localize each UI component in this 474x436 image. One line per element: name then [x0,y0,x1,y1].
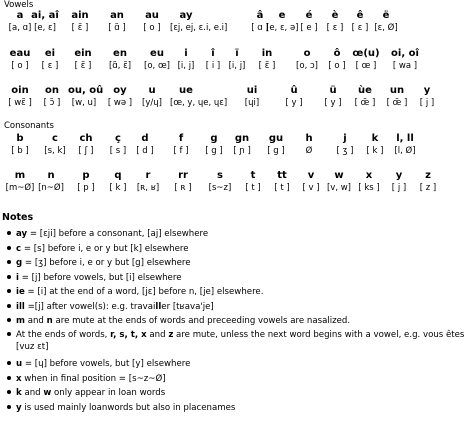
consonant-ipa: [ v ] [302,183,320,193]
note-term: z [168,330,174,340]
consonant-ipa: [m~Ø] [5,183,35,193]
vowel-letter: i [184,48,188,59]
vowel-ipa: [ o ] [143,23,161,33]
consonant-cell [237,170,269,198]
vowel-ipa: [ y ] [285,98,303,108]
vowel-letter: e [278,10,286,21]
vowel-ipa: [ wɛ̃ ] [8,98,32,108]
vowel-ipa: [ j ] [419,98,435,108]
vowel-letter: ë [382,10,390,21]
consonant-letter: n [47,170,55,181]
vowel-letter: ê [356,10,364,21]
consonant-cell [323,170,355,198]
note-item [16,286,468,298]
consonant-cell [359,133,391,161]
consonant-cell [132,170,164,198]
vowel-letter: ï [235,48,239,59]
vowel-cell [370,10,402,38]
vowel-ipa: [ wə ] [107,98,133,108]
vowel-ipa: [w, u] [71,98,97,108]
consonant-ipa: [ s ] [109,146,127,156]
vowel-cell [4,48,36,76]
vowel-letter: an [110,10,124,21]
note-text: are mute at the ends of words and preceeding vowels are nasalized. [52,316,351,326]
vowel-row [4,85,472,113]
vowel-cell [29,10,61,38]
note-term: ill [16,302,25,312]
consonant-cell [165,133,197,161]
vowel-letter: ü [329,85,337,96]
vowel-ipa: [ɑ̃, ɛ̃] [108,61,132,71]
consonant-ipa: [ k ] [109,183,127,193]
vowel-ipa: [œ, y, ɥe, ɥɛ] [170,98,228,108]
consonant-cell [412,170,444,198]
vowel-letter: ou, oû [68,85,104,96]
consonant-ipa: [ t ] [274,183,290,193]
vowel-ipa: [ o ] [11,61,29,71]
consonant-letter: m [14,170,26,181]
note-item [16,373,468,385]
vowel-letter: oin [11,85,29,96]
consonants-label: Consonants [4,121,54,131]
consonant-letter: g [210,133,218,144]
consonant-cell [4,133,36,161]
consonant-cell [39,133,71,161]
vowel-letter: y [423,85,431,96]
note-item [16,243,468,255]
vowel-cell [141,48,173,76]
note-text: = [j] before vowels, but [i] elsewhere [18,273,182,283]
vowel-ipa: [ ɛ̃ ] [71,23,89,33]
vowel-cell [381,85,413,113]
bullet-icon [7,231,11,235]
vowel-cell [104,48,136,76]
note-term: i [16,273,19,283]
vowel-cell [389,48,421,76]
consonant-ipa: [ g ] [267,146,285,156]
note-item [16,402,468,414]
note-text: = [ɛji] before a consonant, [aj] elsewhere [27,229,209,239]
notes-title: Notes [2,212,34,223]
bullet-icon [7,390,11,394]
vowel-letter: in [261,48,273,59]
consonant-cell [129,133,161,161]
consonant-letter: v [307,170,315,181]
note-term: ie [16,287,25,297]
consonant-letter: rr [178,170,188,181]
vowel-cell [170,85,228,113]
bullet-icon [7,304,11,308]
consonant-ipa: [n~Ø] [38,183,64,193]
vowel-cell [67,48,99,76]
consonant-row [4,133,472,161]
vowel-letter: ai, aî [31,10,59,21]
consonant-ipa: [ ʒ ] [336,146,354,156]
bullet-icon [7,260,11,264]
note-text: is used mainly loanwords but also in placenames [21,403,236,413]
vowel-letter: eu [150,48,164,59]
vowel-letter: ay [179,10,193,21]
vowel-ipa: [o, œ] [144,61,170,71]
vowel-ipa: [ ɛ ] [351,23,369,33]
consonant-letter: j [343,133,347,144]
consonant-cell [329,133,361,161]
note-term: r, s, t, x [110,330,147,340]
consonant-letter: t [250,170,256,181]
vowel-letter: un [389,85,405,96]
vowel-letter: en [113,48,127,59]
vowel-cell [349,85,381,113]
consonant-letter: r [145,170,151,181]
vowel-cell [34,48,66,76]
note-item [16,315,468,327]
vowel-cell [36,85,68,113]
vowel-cell [136,10,168,38]
consonant-cell [226,133,258,161]
note-term: m [16,316,25,326]
vowel-ipa: [ i ] [205,61,221,71]
consonant-ipa: [ ks ] [358,183,380,193]
note-text: er [tʁava'je] [161,302,214,312]
vowel-cell [104,85,136,113]
note-item [16,329,468,353]
note-text: = [i] at the end of a word, [jɛ] before n, [je] elsewhere. [24,287,264,297]
vowel-ipa: [o, ɔ] [296,61,318,71]
consonant-letter: z [425,170,431,181]
note-item [16,301,468,313]
consonant-cell [266,170,298,198]
consonant-ipa: [l, Ø] [394,146,416,156]
consonant-ipa: [ ɲ ] [233,146,251,156]
note-item [16,272,468,284]
vowel-letter: eau [9,48,31,59]
consonant-letter: gu [268,133,284,144]
note-item [16,257,468,269]
vowel-letter: ei [44,48,56,59]
consonant-letter: d [141,133,149,144]
consonant-ipa: [ j ] [391,183,407,193]
vowel-ipa: [i, j] [177,61,195,71]
consonant-cell [389,133,421,161]
note-term: k [16,388,22,398]
consonant-ipa: [ k ] [366,146,384,156]
note-term: w [43,388,52,398]
vowel-letter: ain [71,10,89,21]
vowel-cell [317,85,349,113]
consonant-cell [70,170,102,198]
consonant-ipa: [ z ] [419,183,437,193]
consonant-letter: w [334,170,344,181]
vowel-cell [278,85,310,113]
vowel-ipa: [ɛj, ej, ɛ.i, e.i] [170,23,228,33]
vowel-cell [64,10,96,38]
vowel-ipa: [ y ] [324,98,342,108]
note-text: At the ends of words, [16,330,111,340]
vowel-ipa: [ɛ, Ø] [374,23,398,33]
consonant-letter: l, ll [396,133,414,144]
vowel-ipa: [ ɔ̃ ] [43,98,61,108]
vowel-letter: on [45,85,59,96]
consonant-ipa: [ ʀ ] [174,183,192,193]
consonant-letter: q [114,170,122,181]
consonant-ipa: [ f ] [173,146,189,156]
note-term: n [46,316,53,326]
consonant-cell [383,170,415,198]
vowel-letter: ue [179,85,193,96]
vowel-ipa: [ œ̃ ] [386,98,408,108]
vowel-cell [101,10,133,38]
consonant-ipa: [ʀ, ʁ] [136,183,160,193]
vowel-cell [136,85,168,113]
vowel-letter: ein [74,48,92,59]
vowel-ipa: [y/ɥ] [142,98,162,108]
note-term: y [16,403,22,413]
consonant-ipa: [ g ] [205,146,223,156]
vowel-cell [236,85,268,113]
note-term: c [16,244,22,254]
vowel-letter: œ(u) [352,48,380,59]
note-text: = [s] before i, e or y but [k] elsewhere [21,244,189,254]
vowel-ipa: [ wa ] [392,61,418,71]
vowel-letter: é [305,10,313,21]
note-term: x [16,374,22,384]
vowel-ipa: [ e ] [300,23,318,33]
note-text: =[j] after vowel(s): e.g. travai [24,302,156,312]
vowel-ipa: [ œ ] [355,61,377,71]
consonant-cell [70,133,102,161]
consonant-letter: ch [79,133,93,144]
note-text: only appear in loan words [51,388,166,398]
note-text: when in final position = [s~z~Ø] [21,374,166,384]
consonant-cell [102,170,134,198]
vowel-letter: o [303,48,311,59]
consonant-row [4,170,472,198]
note-term: ay [16,229,28,239]
consonant-letter: y [395,170,403,181]
consonant-ipa: Ø [305,146,313,156]
vowel-ipa: [ ɛ̃ ] [74,61,92,71]
vowel-letter: oi, oî [391,48,419,59]
note-text: and [24,316,47,326]
consonant-cell [35,170,67,198]
note-text: and [21,388,44,398]
note-text: = [ɥ] before vowels, but [y] elsewhere [22,359,191,369]
vowel-ipa: [ ɛ ] [41,61,59,71]
vowel-letter: è [331,10,339,21]
vowel-letter: î [211,48,215,59]
consonant-cell [353,170,385,198]
vowel-ipa: [ o ] [328,61,346,71]
bullet-icon [7,376,11,380]
consonant-letter: x [365,170,373,181]
consonant-cell [260,133,292,161]
vowel-cell [221,48,253,76]
vowel-row [4,48,472,76]
consonant-letter: tt [277,170,287,181]
vowel-ipa: [i, j] [228,61,246,71]
consonant-letter: p [82,170,90,181]
consonant-ipa: [v, w] [326,183,352,193]
vowel-letter: a [16,10,24,21]
vowel-cell [411,85,443,113]
vowel-cell [68,85,104,113]
vowel-letter: â [256,10,264,21]
vowel-cell [291,48,323,76]
vowel-cell [251,48,283,76]
vowel-ipa: [ ɑ ] [251,23,269,33]
consonant-ipa: [ p ] [77,183,95,193]
consonant-letter: ç [115,133,121,144]
consonant-letter: f [178,133,184,144]
consonant-ipa: [s~z] [208,183,232,193]
consonant-cell [204,170,236,198]
note-item [16,228,468,240]
note-term: g [16,258,23,268]
vowel-cell [350,48,382,76]
consonant-letter: gn [234,133,250,144]
vowel-letter: ui [246,85,258,96]
consonant-ipa: [s, k] [44,146,66,156]
bullet-icon [7,332,11,336]
vowel-letter: oy [113,85,127,96]
vowel-ipa: [a, ɑ] [8,23,32,33]
bullet-icon [7,405,11,409]
note-item [16,387,468,399]
note-item [16,358,468,370]
note-text: are mute, unless the next word begins with a vowel, e.g. vous êtes [vuz ɛt] [16,330,465,352]
consonant-letter: h [305,133,313,144]
vowel-cell [170,10,228,38]
consonant-letter: b [16,133,24,144]
note-term: u [16,359,23,369]
bullet-icon [7,318,11,322]
vowel-ipa: [e, ɛ, ə] [266,23,299,33]
consonant-letter: s [217,170,223,181]
vowel-ipa: [e, ɛ] [34,23,56,33]
note-term: ll [155,302,162,312]
vowel-letter: û [290,85,298,96]
consonant-ipa: [ b ] [11,146,29,156]
consonant-ipa: [ t ] [245,183,261,193]
vowels-label: Vowels [4,0,34,10]
vowel-ipa: [ ɛ̃ ] [258,61,276,71]
consonant-cell [293,133,325,161]
bullet-icon [7,361,11,365]
consonant-ipa: [ d ] [136,146,154,156]
note-text: = [ʒ] before i, e or y but [g] elsewhere [22,258,191,268]
vowel-letter: au [145,10,159,21]
consonant-cell [4,170,36,198]
bullet-icon [7,275,11,279]
consonant-cell [167,170,199,198]
vowel-cell [4,85,36,113]
note-text: and [146,330,169,340]
vowel-ipa: [ ɛ ] [326,23,344,33]
vowel-letter: ùe [358,85,372,96]
vowel-ipa: [ ɑ̃ ] [108,23,126,33]
consonant-letter: c [52,133,58,144]
vowel-row [4,10,472,38]
consonant-letter: k [371,133,379,144]
vowel-letter: u [148,85,156,96]
vowel-letter: ô [333,48,341,59]
bullet-icon [7,289,11,293]
vowel-cell [321,48,353,76]
consonant-ipa: [ ʃ ] [78,146,94,156]
vowel-ipa: [ œ̃ ] [354,98,376,108]
bullet-icon [7,246,11,250]
vowel-ipa: [ɥi] [244,98,260,108]
